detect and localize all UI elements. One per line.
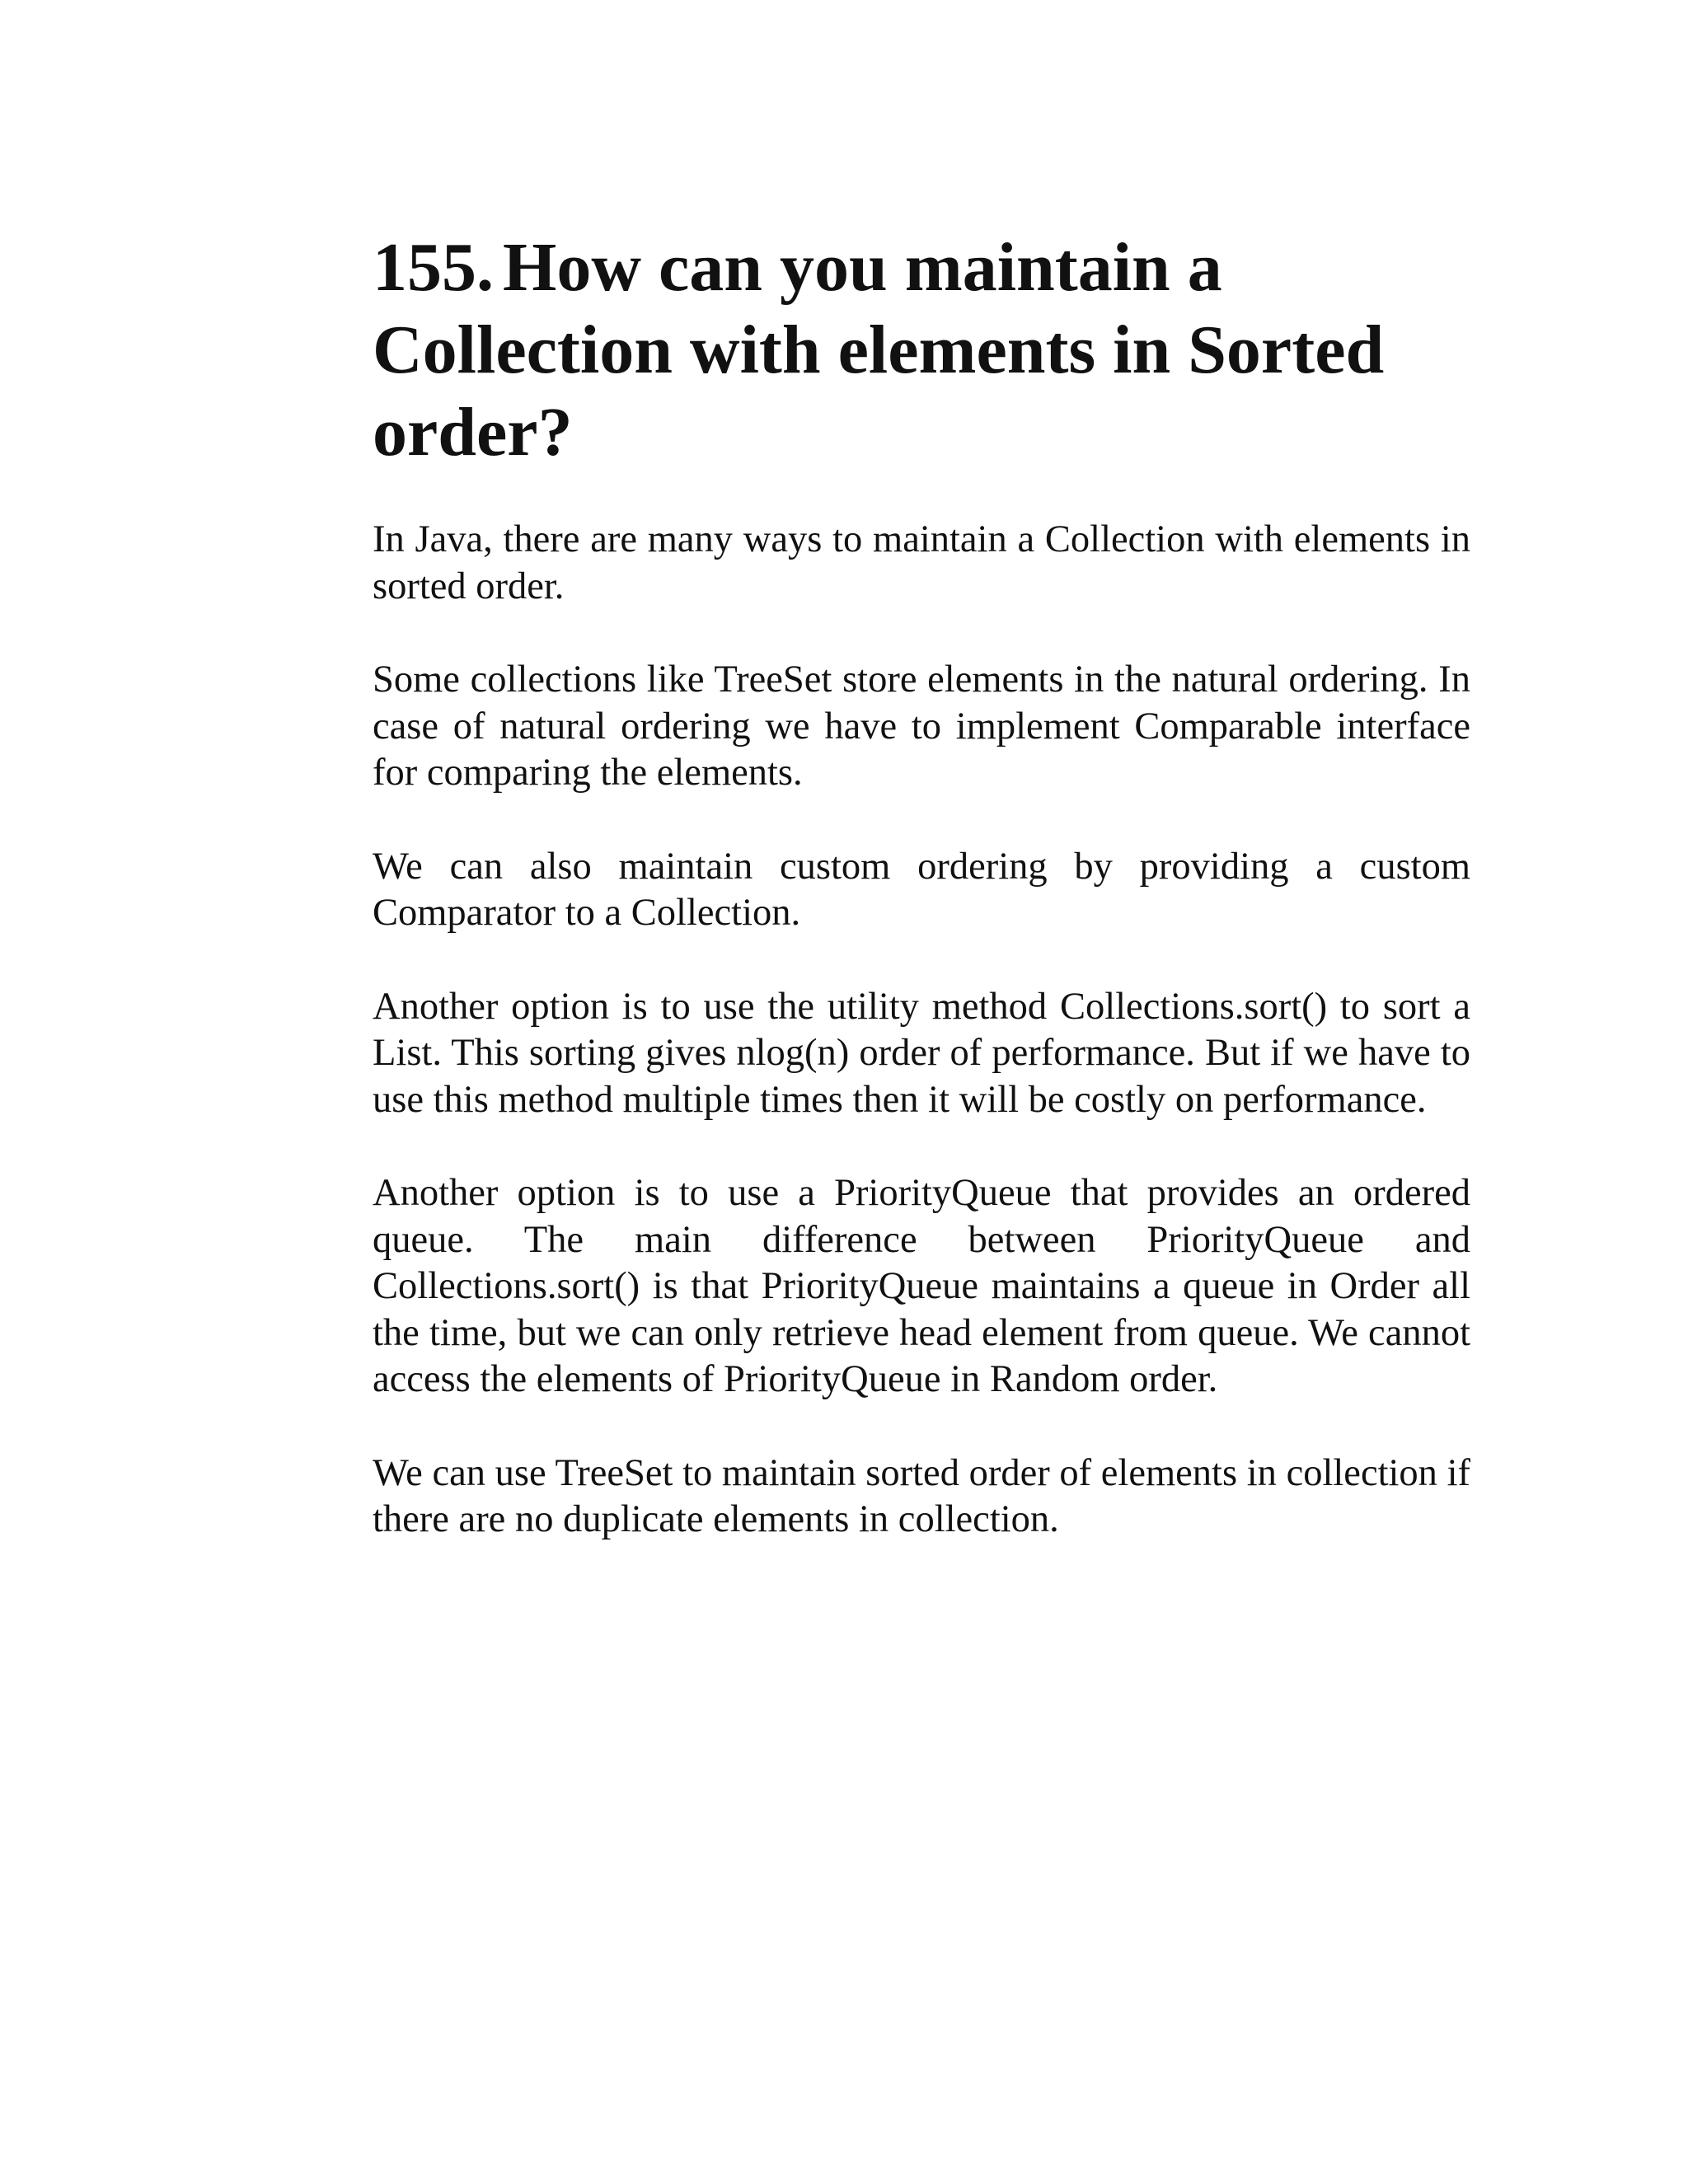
paragraph-treeset-no-duplicates: We can use TreeSet to maintain sorted order of elements in collection if there are no duplicate elements in collection. — [373, 1451, 1470, 1540]
question-heading — [373, 227, 1470, 474]
paragraph-priority-queue: Another option is to use a PriorityQueue that provides an ordered queue. The main difference between PriorityQueue and Collections.sort() is that PriorityQueue maintains a queue in Order all the time, but we can only retrieve head element from queue. We cannot access the elements of PriorityQueue in Random order. — [373, 1172, 1470, 1400]
paragraph-collections-sort: Another option is to use the utility method Collections.sort() to sort a List. This sorting gives nlog(n) order of performance. But if we have to use this method multiple times then it will be costly on performance. — [373, 985, 1470, 1121]
paragraph-custom-comparator: We can also maintain custom ordering by providing a custom Comparator to a Collection. — [373, 845, 1470, 934]
paragraph-treeset-natural-ordering: Some collections like TreeSet store elements in the natural ordering. In case of natural ordering we have to implement Comparable interface for comparing the elements. — [373, 658, 1470, 794]
question-number: 155. — [373, 229, 494, 306]
paragraph-intro: In Java, there are many ways to maintain a Collection with elements in sorted order. — [373, 518, 1470, 607]
page-content — [373, 227, 1470, 1544]
question-title: How can you maintain a Collection with elements in Sorted order? — [373, 229, 1385, 471]
